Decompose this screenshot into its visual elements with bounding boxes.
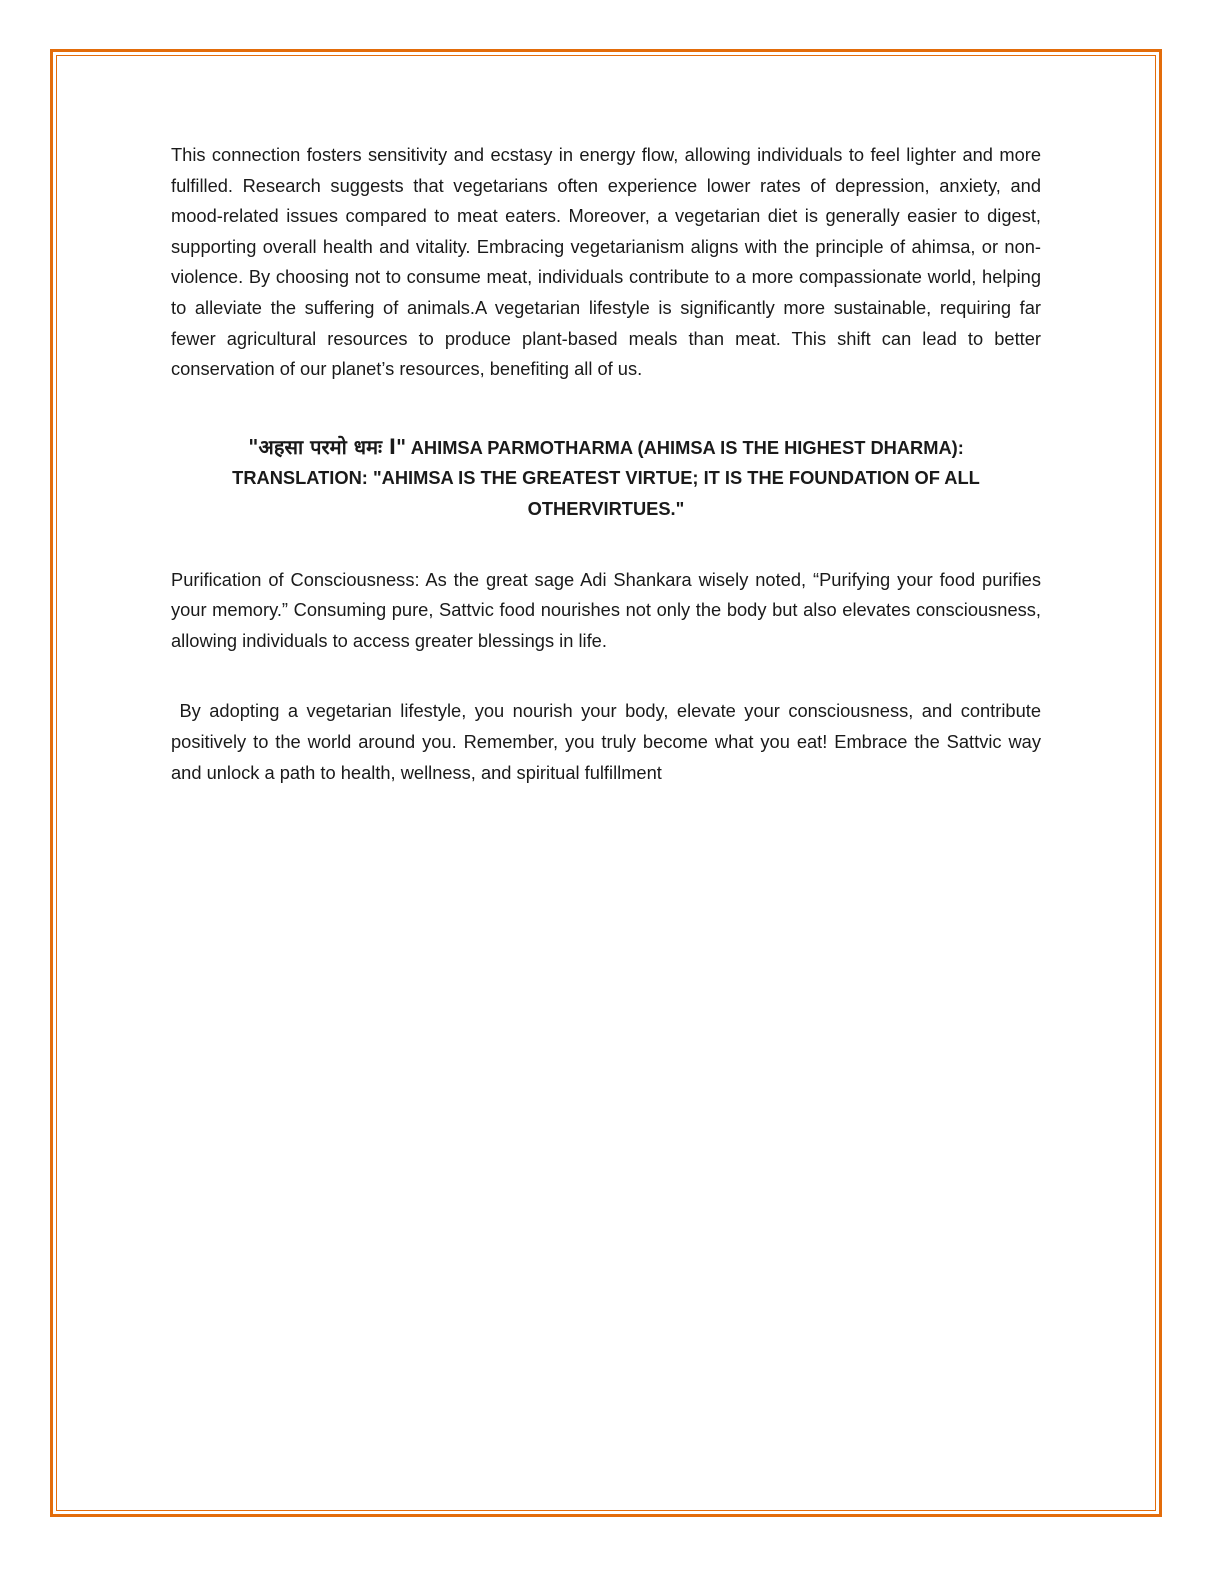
paragraph-purification: Purification of Consciousness: As the great sage Adi Shankara wisely noted, “Purifying your food purifies your memory.” Consuming pure, Sattvic food nourishes not only the body but also elevates consciousness, allowing individuals to access greater blessings in life. <box>171 568 1041 651</box>
paragraph-conclusion: By adopting a vegetarian lifestyle, you nourish your body, elevate your consciousness, and contribute positively to the world around you. Remember, you truly become what you eat! Embrace the Sattvic way and unlock a path to health, wellness, and spiritual fulfillment <box>171 700 1047 783</box>
sanskrit-quote: "अहसा परमो धमः l" <box>248 434 407 459</box>
heading-translation: TRANSLATION: "AHIMSA IS THE GREATEST VIRTUE; IT IS THE FOUNDATION OF ALL OTHERVIRTUES." <box>232 467 980 519</box>
paragraph-vegetarian-benefits: This connection fosters sensitivity and ecstasy in energy flow, allowing individuals to feel lighter and more fulfilled. Research suggests that vegetarians often experience lower rates of depression, anxiety, and mood-related issues compared to meat eaters. Moreover, a vegetarian diet is generally easier to digest, supporting overall health and vitality. Embracing vegetarianism aligns with the principle of ahimsa, or non-violence. By choosing not to consume meat, individuals contribute to a more compassionate world, helping to alleviate the suffering of animals.A vegetarian lifestyle is significantly more sustainable, requiring far fewer agricultural resources to produce plant-based meals than meat. This shift can lead to better conservation of our planet’s resources, benefiting all of us. <box>171 144 1041 380</box>
document-body <box>171 140 1047 788</box>
heading-line-1: AHIMSA PARMOTHARMA (AHIMSA IS THE HIGHEST DHARMA): <box>406 436 964 458</box>
ahimsa-heading <box>171 432 1041 525</box>
